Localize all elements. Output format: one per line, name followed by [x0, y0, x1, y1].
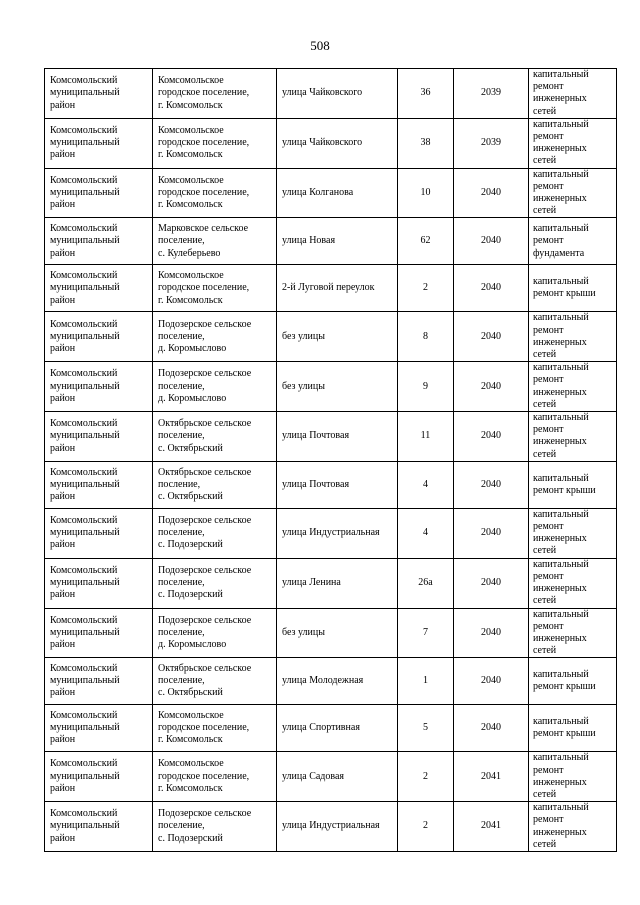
work-type-cell-line: сетей: [533, 105, 557, 117]
house-number-cell: 26а: [398, 558, 454, 608]
work-type-cell-line: сетей: [533, 349, 557, 361]
year-cell: 2040: [454, 608, 529, 658]
table-row: [45, 362, 617, 412]
work-type-cell-line: капитальный: [533, 312, 589, 324]
settlement-cell-line: Подозерское сельское: [158, 318, 252, 330]
settlement-cell-line: Комсомольское: [158, 710, 224, 721]
street-cell: улица Индустриальная: [277, 508, 398, 558]
table-row: [45, 658, 617, 705]
settlement-cell-line: поселение,: [158, 527, 205, 539]
repair-schedule-table: [44, 68, 617, 852]
year-cell: 2040: [454, 362, 529, 412]
table-row: [45, 705, 617, 752]
district-cell-line: Комсомольский: [50, 174, 118, 186]
work-type-cell-line: капитальный: [533, 472, 589, 484]
district-cell-line: Комсомольский: [50, 758, 118, 770]
district-cell-line: муниципальный: [50, 576, 120, 588]
settlement-cell-line: Подозерское сельское: [158, 808, 252, 820]
district-cell: [45, 558, 153, 608]
settlement-cell: [153, 312, 277, 362]
district-cell-line: район: [50, 687, 76, 699]
district-cell-line: район: [50, 342, 76, 354]
street-cell: улица Спортивная: [277, 705, 398, 752]
district-cell: [45, 168, 153, 218]
settlement-cell-line: Комсомольское: [158, 75, 224, 87]
work-type-cell-line: сетей: [533, 448, 557, 460]
house-number-cell: 2: [398, 265, 454, 312]
table-row: [45, 608, 617, 658]
settlement-cell-line: с. Октябрьский: [158, 687, 223, 699]
settlement-cell-line: поселение,: [158, 675, 205, 687]
work-type-cell-line: капитальный: [533, 362, 589, 374]
work-type-cell-line: ремонт: [533, 374, 564, 386]
year-cell: 2040: [454, 461, 529, 508]
table-body: [45, 69, 617, 852]
house-number-cell: 62: [398, 218, 454, 265]
work-type-cell-line: ремонт крыши: [533, 681, 596, 693]
settlement-cell-line: поселение,: [158, 330, 205, 342]
settlement-cell-line: Комсомольское: [158, 270, 224, 282]
work-type-cell: [529, 168, 617, 218]
district-cell-line: муниципальный: [50, 478, 120, 490]
work-type-cell-line: ремонт: [533, 521, 564, 533]
work-type-cell: [529, 218, 617, 265]
settlement-cell-line: Комсомольское: [158, 758, 224, 770]
settlement-cell-line: с. Подозерский: [158, 539, 223, 551]
work-type-cell-line: инженерных: [533, 436, 587, 448]
work-type-cell: [529, 508, 617, 558]
house-number-cell: 8: [398, 312, 454, 362]
district-cell-line: район: [50, 294, 76, 306]
table-row: [45, 312, 617, 362]
district-cell-line: район: [50, 734, 76, 746]
settlement-cell-line: г. Комсомольск: [158, 99, 223, 111]
house-number-cell: 9: [398, 362, 454, 412]
settlement-cell-line: г. Комсомольск: [158, 782, 223, 794]
house-number-cell: 4: [398, 508, 454, 558]
settlement-cell-line: городское поселение,: [158, 87, 250, 99]
work-type-cell-line: фундамента: [533, 247, 585, 259]
year-cell: 2040: [454, 265, 529, 312]
settlement-cell: [153, 705, 277, 752]
year-cell: 2040: [454, 558, 529, 608]
settlement-cell: [153, 658, 277, 705]
house-number-cell: 7: [398, 608, 454, 658]
house-number-cell: 1: [398, 658, 454, 705]
page-number: 508: [310, 38, 330, 53]
settlement-cell: [153, 802, 277, 852]
settlement-cell-line: поселение,: [158, 626, 205, 638]
work-type-cell-line: ремонт: [533, 424, 564, 436]
work-type-cell-line: сетей: [533, 645, 557, 657]
work-type-cell-line: капитальный: [533, 608, 589, 620]
district-cell-line: муниципальный: [50, 722, 120, 734]
settlement-cell-line: поселение,: [158, 820, 205, 832]
work-type-cell-line: капитальный: [533, 276, 589, 288]
work-type-cell-line: инженерных: [533, 776, 587, 788]
year-cell: 2040: [454, 412, 529, 462]
table-row: [45, 412, 617, 462]
settlement-cell-line: городское поселение,: [158, 770, 250, 782]
settlement-cell: [153, 218, 277, 265]
district-cell: [45, 705, 153, 752]
work-type-cell-line: ремонт: [533, 620, 564, 632]
street-cell: без улицы: [277, 362, 398, 412]
district-cell: [45, 508, 153, 558]
street-cell: улица Молодежная: [277, 658, 398, 705]
house-number-cell: 10: [398, 168, 454, 218]
street-cell: 2-й Луговой переулок: [277, 265, 398, 312]
settlement-cell: [153, 168, 277, 218]
district-cell-line: Комсомольский: [50, 318, 118, 330]
settlement-cell-line: с. Октябрьский: [158, 490, 223, 502]
district-cell-line: муниципальный: [50, 380, 120, 392]
year-cell: 2040: [454, 312, 529, 362]
work-type-cell-line: ремонт: [533, 814, 564, 826]
district-cell-line: Комсомольский: [50, 808, 118, 820]
table-row: [45, 802, 617, 852]
work-type-cell-line: инженерных: [533, 193, 587, 205]
street-cell: улица Колганова: [277, 168, 398, 218]
district-cell-line: Комсомольский: [50, 75, 118, 87]
district-cell: [45, 658, 153, 705]
work-type-cell-line: капитальный: [533, 168, 589, 180]
street-cell: улица Садовая: [277, 752, 398, 802]
work-type-cell-line: капитальный: [533, 802, 589, 814]
district-cell: [45, 802, 153, 852]
house-number-cell: 11: [398, 412, 454, 462]
district-cell-line: Комсомольский: [50, 663, 118, 674]
district-cell-line: Комсомольский: [50, 223, 118, 235]
work-type-cell-line: инженерных: [533, 336, 587, 348]
work-type-cell-line: инженерных: [533, 826, 587, 838]
settlement-cell-line: г. Комсомольск: [158, 149, 223, 161]
settlement-cell-line: с. Подозерский: [158, 832, 223, 844]
district-cell: [45, 461, 153, 508]
work-type-cell: [529, 752, 617, 802]
settlement-cell-line: Подозерское сельское: [158, 368, 252, 380]
settlement-cell-line: Подозерское сельское: [158, 614, 252, 626]
work-type-cell-line: инженерных: [533, 93, 587, 105]
work-type-cell-line: ремонт: [533, 180, 564, 192]
settlement-cell: [153, 608, 277, 658]
work-type-cell-line: инженерных: [533, 143, 587, 155]
district-cell: [45, 608, 153, 658]
district-cell-line: муниципальный: [50, 137, 120, 149]
district-cell-line: район: [50, 782, 76, 794]
table-row: [45, 752, 617, 802]
settlement-cell-line: с. Подозерский: [158, 589, 223, 601]
table-row: [45, 265, 617, 312]
settlement-cell: [153, 508, 277, 558]
district-cell: [45, 752, 153, 802]
work-type-cell-line: ремонт: [533, 131, 564, 143]
street-cell: улица Индустриальная: [277, 802, 398, 852]
district-cell-line: район: [50, 490, 76, 502]
settlement-cell-line: с. Кулеберьево: [158, 247, 221, 259]
work-type-cell-line: капитальный: [533, 412, 589, 424]
work-type-cell-line: ремонт: [533, 324, 564, 336]
street-cell: улица Чайковского: [277, 69, 398, 119]
year-cell: 2041: [454, 802, 529, 852]
work-type-cell-line: капитальный: [533, 508, 589, 520]
district-cell-line: муниципальный: [50, 675, 120, 687]
settlement-cell-line: городское поселение,: [158, 282, 250, 294]
house-number-cell: 38: [398, 118, 454, 168]
district-cell-line: район: [50, 149, 76, 161]
district-cell-line: район: [50, 199, 76, 211]
district-cell-line: Комсомольский: [50, 614, 118, 626]
street-cell: улица Новая: [277, 218, 398, 265]
settlement-cell-line: городское поселение,: [158, 137, 250, 149]
year-cell: 2040: [454, 705, 529, 752]
street-cell: улица Почтовая: [277, 412, 398, 462]
house-number-cell: 2: [398, 752, 454, 802]
table-row: [45, 69, 617, 119]
work-type-cell: [529, 802, 617, 852]
settlement-cell: [153, 752, 277, 802]
work-type-cell-line: инженерных: [533, 632, 587, 644]
district-cell: [45, 218, 153, 265]
settlement-cell: [153, 118, 277, 168]
table-row: [45, 118, 617, 168]
district-cell-line: Комсомольский: [50, 270, 118, 282]
district-cell: [45, 69, 153, 119]
street-cell: улица Чайковского: [277, 118, 398, 168]
work-type-cell-line: капитальный: [533, 716, 589, 728]
settlement-cell-line: городское поселение,: [158, 722, 250, 734]
settlement-cell: [153, 265, 277, 312]
settlement-cell-line: г. Комсомольск: [158, 734, 223, 746]
table-row: [45, 218, 617, 265]
district-cell-line: муниципальный: [50, 186, 120, 198]
district-cell-line: район: [50, 539, 76, 551]
year-cell: 2040: [454, 658, 529, 705]
district-cell-line: Комсомольский: [50, 368, 118, 380]
work-type-cell-line: сетей: [533, 788, 557, 800]
table-row: [45, 461, 617, 508]
year-cell: 2039: [454, 69, 529, 119]
settlement-cell-line: г. Комсомольск: [158, 199, 223, 211]
settlement-cell-line: посление,: [158, 478, 201, 490]
settlement-cell-line: г. Комсомольск: [158, 294, 223, 306]
house-number-cell: 2: [398, 802, 454, 852]
work-type-cell-line: ремонт: [533, 235, 564, 247]
house-number-cell: 36: [398, 69, 454, 119]
district-cell-line: Комсомольский: [50, 710, 118, 721]
work-type-cell-line: ремонт крыши: [533, 288, 596, 300]
district-cell: [45, 412, 153, 462]
year-cell: 2041: [454, 752, 529, 802]
district-cell-line: муниципальный: [50, 527, 120, 539]
work-type-cell-line: ремонт: [533, 764, 564, 776]
work-type-cell-line: капитальный: [533, 223, 589, 235]
work-type-cell-line: капитальный: [533, 118, 589, 130]
district-cell-line: муниципальный: [50, 820, 120, 832]
work-type-cell-line: ремонт: [533, 570, 564, 582]
table-row: [45, 558, 617, 608]
district-cell-line: район: [50, 639, 76, 650]
settlement-cell-line: Подозерское сельское: [158, 514, 252, 526]
district-cell-line: район: [50, 99, 76, 111]
district-cell-line: район: [50, 589, 76, 601]
work-type-cell: [529, 312, 617, 362]
district-cell-line: муниципальный: [50, 330, 120, 342]
settlement-cell-line: Октябрьское сельское: [158, 466, 252, 478]
district-cell-line: муниципальный: [50, 770, 120, 782]
work-type-cell: [529, 265, 617, 312]
district-cell-line: муниципальный: [50, 235, 120, 247]
district-cell-line: район: [50, 392, 76, 404]
district-cell-line: Комсомольский: [50, 564, 118, 576]
work-type-cell-line: ремонт крыши: [533, 484, 596, 496]
work-type-cell: [529, 362, 617, 412]
work-type-cell-line: сетей: [533, 205, 557, 217]
settlement-cell-line: Марковское сельское: [158, 223, 249, 235]
street-cell: без улицы: [277, 608, 398, 658]
street-cell: улица Почтовая: [277, 461, 398, 508]
work-type-cell: [529, 558, 617, 608]
settlement-cell-line: д. Коромыслово: [158, 392, 227, 404]
work-type-cell-line: капитальный: [533, 69, 589, 80]
settlement-cell-line: Октябрьское сельское: [158, 418, 252, 430]
year-cell: 2039: [454, 118, 529, 168]
district-cell-line: Комсомольский: [50, 466, 118, 478]
work-type-cell-line: сетей: [533, 595, 557, 607]
house-number-cell: 5: [398, 705, 454, 752]
district-cell-line: район: [50, 442, 76, 454]
settlement-cell-line: городское поселение,: [158, 186, 250, 198]
work-type-cell: [529, 118, 617, 168]
table-row: [45, 168, 617, 218]
district-cell-line: Комсомольский: [50, 514, 118, 526]
district-cell: [45, 362, 153, 412]
year-cell: 2040: [454, 218, 529, 265]
work-type-cell: [529, 658, 617, 705]
settlement-cell: [153, 362, 277, 412]
work-type-cell-line: сетей: [533, 155, 557, 167]
district-cell-line: муниципальный: [50, 430, 120, 442]
settlement-cell-line: Комсомольское: [158, 124, 224, 136]
district-cell: [45, 265, 153, 312]
street-cell: улица Ленина: [277, 558, 398, 608]
settlement-cell-line: д. Коромыслово: [158, 342, 227, 354]
settlement-cell: [153, 558, 277, 608]
settlement-cell: [153, 461, 277, 508]
settlement-cell-line: поселение,: [158, 576, 205, 588]
work-type-cell-line: ремонт: [533, 81, 564, 93]
work-type-cell-line: капитальный: [533, 558, 589, 570]
settlement-cell-line: поселение,: [158, 380, 205, 392]
district-cell-line: муниципальный: [50, 626, 120, 638]
district-cell-line: Комсомольский: [50, 124, 118, 136]
district-cell-line: район: [50, 832, 76, 844]
work-type-cell-line: капитальный: [533, 752, 589, 764]
settlement-cell-line: д. Коромыслово: [158, 639, 227, 650]
settlement-cell-line: Подозерское сельское: [158, 564, 252, 576]
work-type-cell-line: инженерных: [533, 583, 587, 595]
work-type-cell-line: инженерных: [533, 533, 587, 545]
district-cell-line: Комсомольский: [50, 418, 118, 430]
district-cell-line: район: [50, 247, 76, 259]
district-cell-line: муниципальный: [50, 87, 120, 99]
work-type-cell: [529, 412, 617, 462]
house-number-cell: 4: [398, 461, 454, 508]
work-type-cell-line: сетей: [533, 545, 557, 557]
work-type-cell-line: ремонт крыши: [533, 728, 596, 740]
work-type-cell-line: сетей: [533, 838, 557, 850]
year-cell: 2040: [454, 168, 529, 218]
work-type-cell: [529, 461, 617, 508]
work-type-cell: [529, 705, 617, 752]
settlement-cell-line: с. Октябрьский: [158, 442, 223, 454]
work-type-cell-line: инженерных: [533, 386, 587, 398]
district-cell: [45, 312, 153, 362]
work-type-cell-line: сетей: [533, 398, 557, 410]
work-type-cell-line: капитальный: [533, 669, 589, 681]
table-row: [45, 508, 617, 558]
settlement-cell-line: Комсомольское: [158, 174, 224, 186]
work-type-cell: [529, 608, 617, 658]
settlement-cell: [153, 412, 277, 462]
district-cell-line: муниципальный: [50, 282, 120, 294]
year-cell: 2040: [454, 508, 529, 558]
settlement-cell-line: Октябрьское сельское: [158, 663, 252, 674]
settlement-cell: [153, 69, 277, 119]
work-type-cell: [529, 69, 617, 119]
settlement-cell-line: поселение,: [158, 430, 205, 442]
settlement-cell-line: поселение,: [158, 235, 205, 247]
street-cell: без улицы: [277, 312, 398, 362]
district-cell: [45, 118, 153, 168]
